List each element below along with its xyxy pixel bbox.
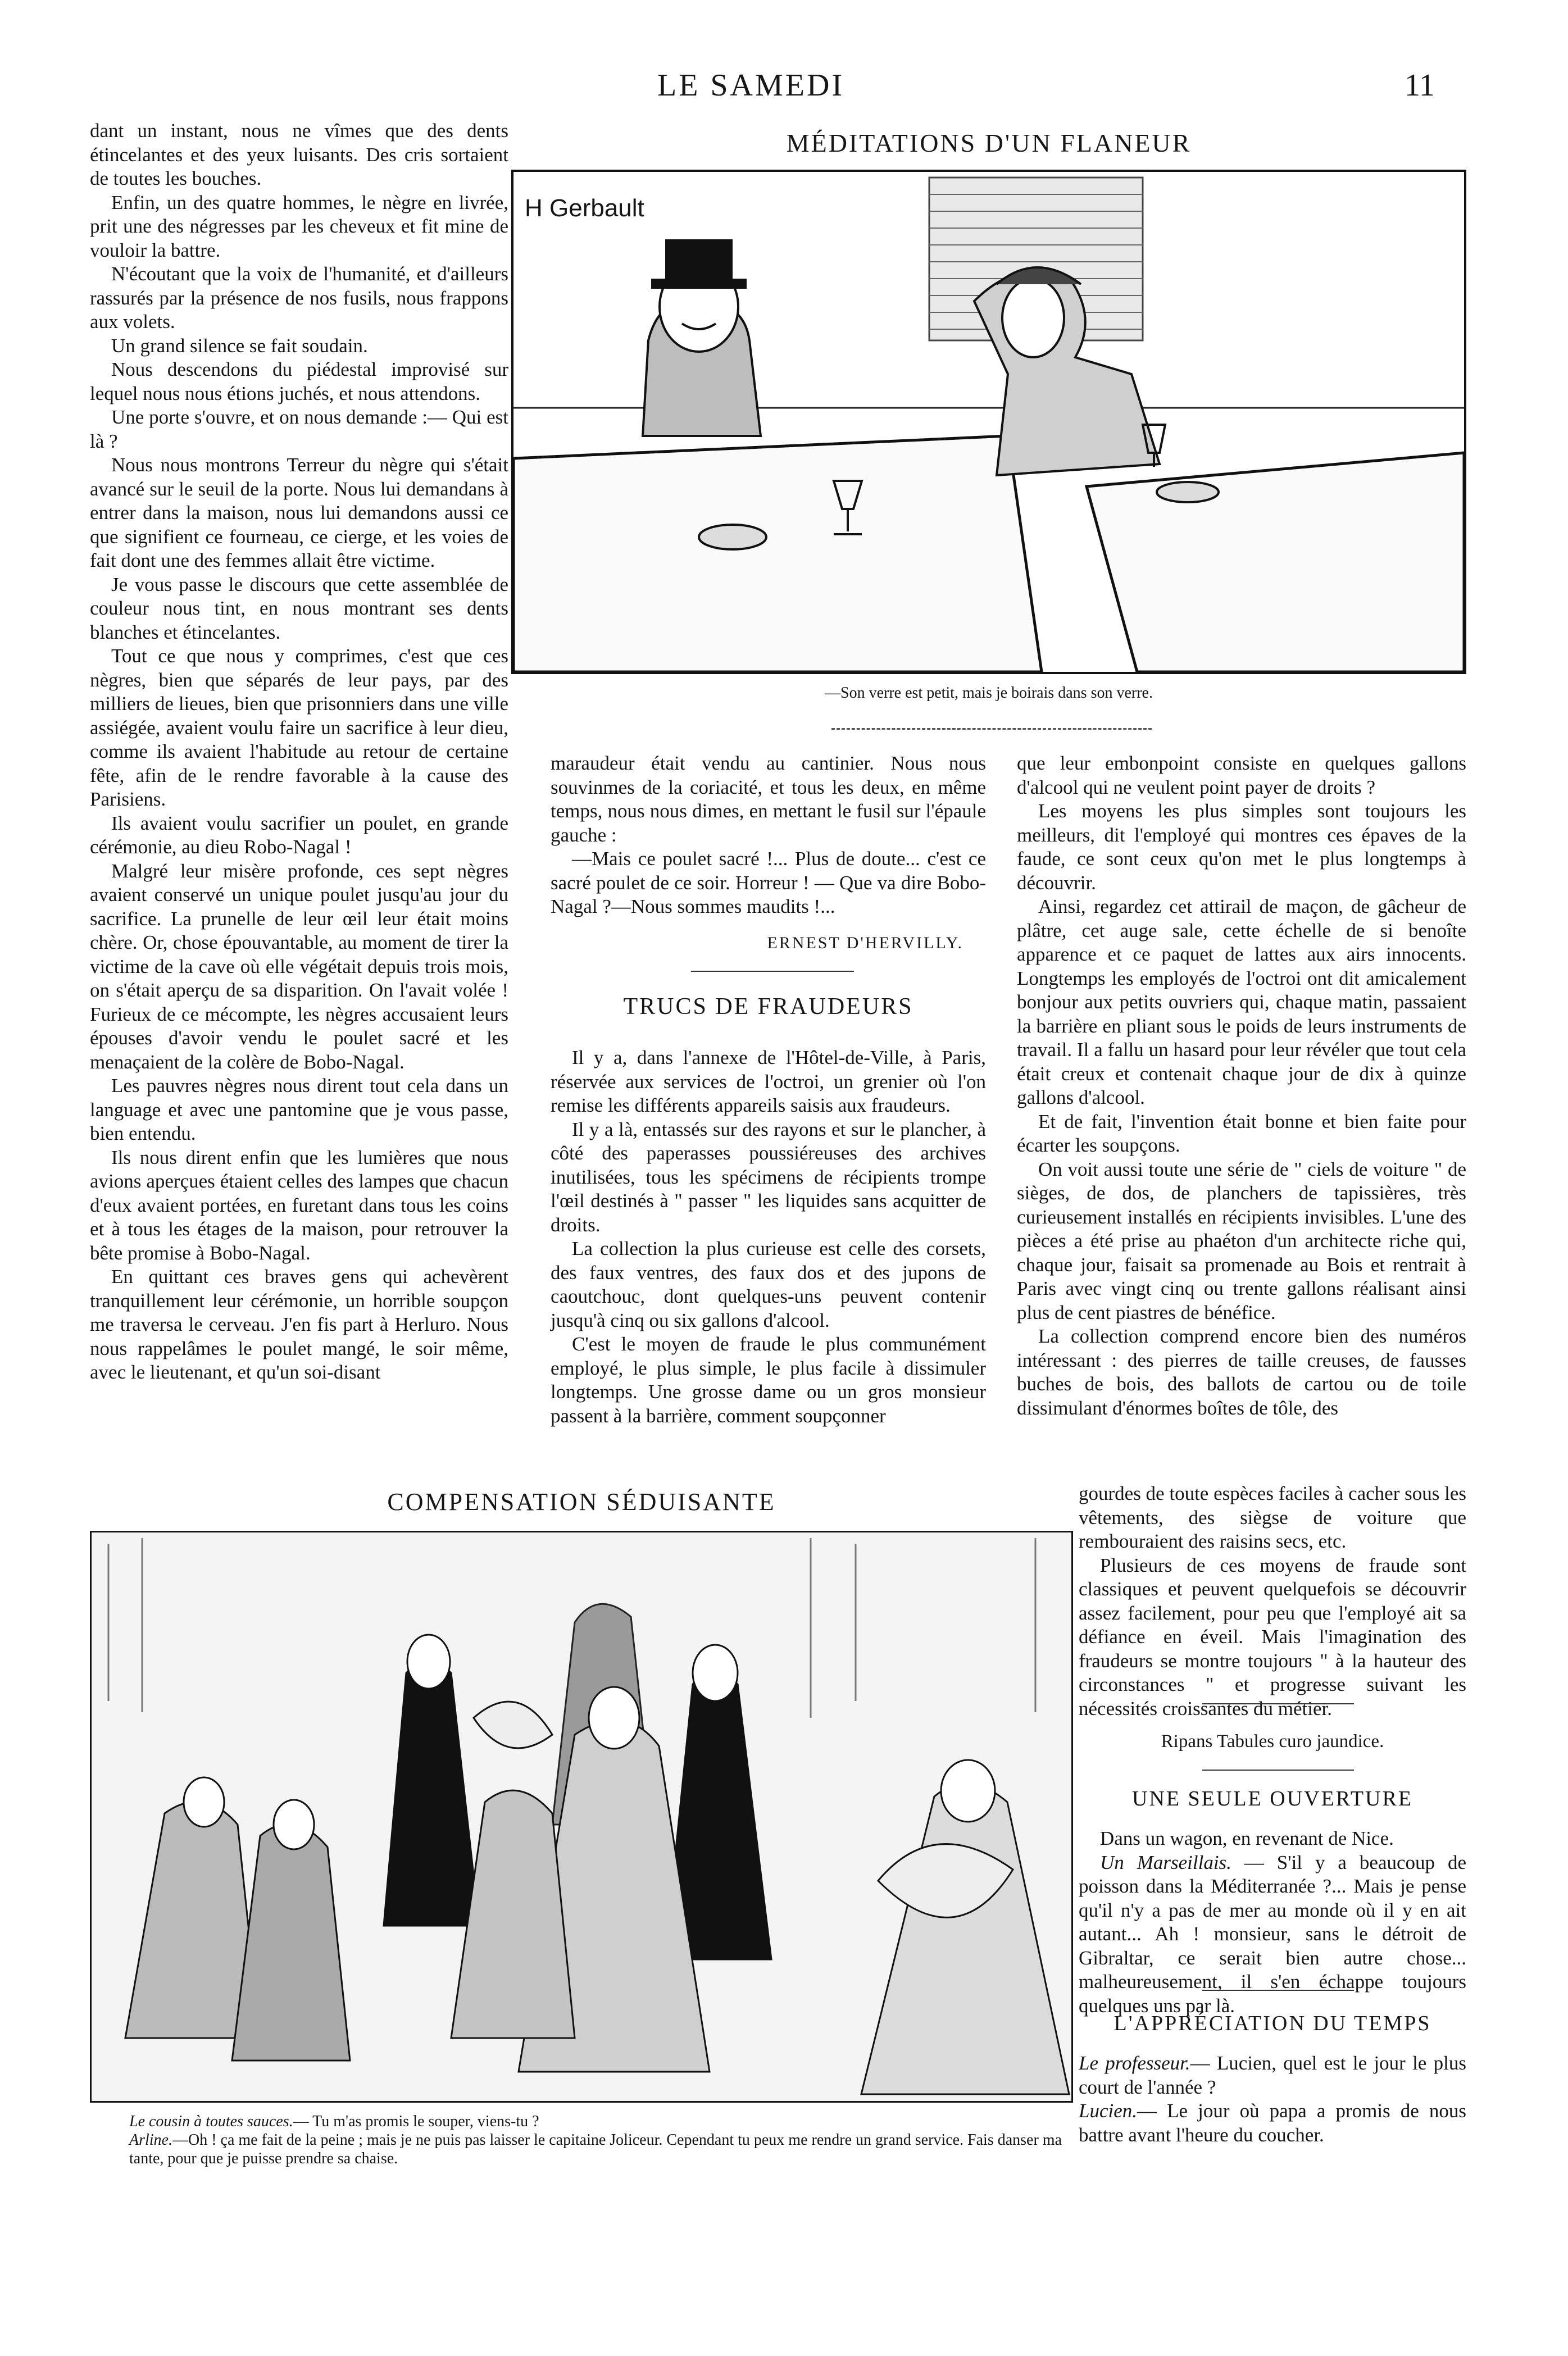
paragraph: que leur embonpoint consiste en quelques gallons d'alcool qui ne veulent point payer de droits ?	[1017, 752, 1466, 798]
paragraph	[1079, 2099, 1466, 2147]
paragraph: Dans un wagon, en revenant de Nice.	[1100, 1827, 1394, 1849]
paragraph	[1079, 1851, 1466, 2018]
column-2-trucs-text	[551, 1046, 986, 1428]
paragraph: C'est le moyen de fraude le plus communément employé, le plus simple, le plus facile à dissimuler longtemps. Une grosse dame ou un gros monsieur passent à la barrière, comment soupçonner	[551, 1333, 986, 1427]
bottom-cartoon-title: COMPENSATION SÉDUISANTE	[387, 1488, 776, 1516]
paragraph: Malgré leur misère profonde, ces sept nègres avaient conservé un unique poulet jusqu'au jour du sacrifice. La prunelle de leur œil leur était moins chère. Or, chose épouvantable, au moment de tirer la victime de la cave où elle végétait depuis trois mois, on s'était aperçu de sa disparition. On l'avait volée ! Furieux de ce mécompte, les nègres accusaient leurs épouses d'avoir vendu le poulet sacré et les menaçaient de la colère de Bobo-Nagal.	[90, 859, 508, 1073]
section-title-trucs: TRUCS DE FRAUDEURS	[623, 994, 913, 1020]
divider	[691, 971, 854, 972]
paragraph: —Mais ce poulet sacré !... Plus de doute... c'est ce sacré poulet de ce soir. Horreur ! — Que va dire Bobo-Nagal ?—Nous sommes maudits !...	[551, 848, 986, 917]
divider	[1202, 1990, 1354, 1991]
paragraph: Ils nous dirent enfin que les lumières que nous avions aperçues étaient celles des lampes que chacun d'eux avaient portées, en furetant dans tous les coins et à tous les étages de la maison, pour retrouver la bête promise à Bobo-Nagal.	[90, 1146, 508, 1264]
page-number: 11	[1405, 68, 1435, 103]
paragraph: Il y a là, entassés sur des rayons et sur le plancher, à côté des paperasses poussiéreuses des archives inutilisées, tous les spécimens de récipients trompe l'œil destinés à " passer " les liquides sans acquitter de droits.	[551, 1118, 986, 1236]
paragraph: Tout ce que nous y comprimes, c'est que ces nègres, bien que séparés de leur pays, par des milliers de lieues, bien que prisonniers dans une ville assiégée, avaient voulu faire un sacrifice à leur dieu, comme ils avaient l'habitude au retour de certaine fête, afin de le rendre favorable à la cause des Parisiens.	[90, 645, 508, 810]
caption-text: —Oh ! ça me fait de la peine ; mais je ne puis pas laisser le capitaine Joliceur. Cependant tu peux me rendre un grand service. Fais danser ma tante, pour que je puisse prendre sa chaise.	[129, 2131, 1062, 2167]
caption-line	[129, 2112, 1073, 2131]
speaker-name: Le professeur.	[1079, 2052, 1190, 2074]
paragraph: Nous descendons du piédestal improvisé sur lequel nous nous étions juchés, et nous attendons.	[90, 358, 508, 404]
paragraph: dant un instant, nous ne vîmes que des dents étincelantes et des yeux luisants. Des cris sortaient de toutes les bouches.	[90, 120, 508, 189]
bottom-cartoon-caption	[129, 2112, 1073, 2168]
paragraph: Plusieurs de ces moyens de fraude sont classiques et peuvent quelquefois se découvrir assez facilement, pour peu que l'employé ait sa défiance en éveil. Mais l'imagination des fraudeurs se montre toujours " à la hauteur des circonstances " et progresse suivant les nécessités croissantes du métier.	[1079, 1554, 1466, 1720]
paragraph: Les pauvres nègres nous dirent tout cela dans un language et avec une pantomine que je vous passe, bien entendu.	[90, 1075, 508, 1144]
speaker-name: Le cousin à toutes sauces.	[129, 2113, 293, 2130]
caption-line	[129, 2131, 1073, 2168]
column-3-narrow-text	[1079, 1482, 1466, 1721]
paragraph: Enfin, un des quatre hommes, le nègre en livrée, prit une des négresses par les cheveux et fit mine de vouloir la battre.	[90, 191, 508, 261]
dialogue-text: — Le jour où papa a promis de nous battre avant l'heure du coucher.	[1079, 2100, 1466, 2146]
paragraph	[1079, 2052, 1466, 2099]
divider	[1202, 1770, 1354, 1771]
advertisement-line: Ripans Tabules curo jaundice.	[1161, 1731, 1384, 1752]
section-title-ouverture: UNE SEULE OUVERTURE	[1131, 1787, 1414, 1811]
ouverture-text	[1079, 1827, 1466, 2018]
temps-text	[1079, 2052, 1466, 2147]
caption-text: — Tu m'as promis le souper, viens-tu ?	[293, 2113, 539, 2130]
running-header-title: LE SAMEDI	[657, 68, 845, 103]
speaker-name: Lucien.	[1079, 2100, 1138, 2122]
speaker-name: Un Marseillais.	[1100, 1851, 1231, 1873]
dialogue-text: — Lucien, quel est le jour le plus court de l'année ?	[1079, 2052, 1466, 2098]
artist-signature: H Gerbault	[525, 194, 644, 222]
paragraph: La collection la plus curieuse est celle des corsets, des faux ventres, des faux dos et des jupons de caoutchouc, dont quelques-uns peuvent contenir jusqu'à cinq ou six gallons d'alcool.	[551, 1238, 986, 1331]
divider	[831, 728, 1152, 730]
paragraph: La collection comprend encore bien des numéros intéressant : des pierres de taille creuses, de fausses buches de bois, des ballots de cartou ou de toile dissimulant d'énormes boîtes de tôle, des	[1017, 1325, 1466, 1419]
top-cartoon-illustration	[511, 170, 1466, 674]
paragraph: N'écoutant que la voix de l'humanité, et d'ailleurs rassurés par la présence de nos fusils, nous frappons aux volets.	[90, 263, 508, 333]
bottom-cartoon-illustration	[90, 1531, 1073, 2103]
ballroom-scene-drawing	[92, 1532, 1071, 2101]
paragraph: gourdes de toute espèces faciles à cacher sous les vêtements, des siègse de voiture que rembouraient des raisins secs, etc.	[1079, 1482, 1466, 1552]
column-3-text	[1017, 752, 1466, 1420]
paragraph: maraudeur était vendu au cantinier. Nous nous souvinmes de la coriacité, et tous les deux, en même temps, nous nous dimes, en mettant le fusil sur l'épaule gauche :	[551, 752, 986, 846]
paragraph: Ils avaient voulu sacrifier un poulet, en grande cérémonie, au dieu Robo-Nagal !	[90, 812, 508, 858]
top-cartoon-title: MÉDITATIONS D'UN FLANEUR	[786, 129, 1192, 157]
paragraph: Je vous passe le discours que cette assemblée de couleur nous tint, en nous montrant ses dents blanches et étincelantes.	[90, 573, 508, 643]
paragraph: Les moyens les plus simples sont toujours les meilleurs, dit l'employé qui montres ces épaves de la faude, ce sont ceux qu'on met le plus longtemps à découvrir.	[1017, 800, 1466, 894]
column-2-text	[551, 752, 986, 919]
top-cartoon-caption: —Son verre est petit, mais je boirais dans son verre.	[825, 684, 1153, 702]
column-1-text	[90, 119, 508, 1385]
cafe-scene-drawing	[513, 172, 1464, 672]
paragraph: En quittant ces braves gens qui achevèrent tranquillement leur cérémonie, un horrible soupçon me traversa le cerveau. J'en fis part à Herluro. Nous nous rappelâmes le poulet mangé, le soir même, avec le lieutenant, et qu'un soi-disant	[90, 1266, 508, 1383]
speaker-name: Arline.	[129, 2131, 172, 2149]
paragraph: Nous nous montrons Terreur du nègre qui s'était avancé sur le seuil de la porte. Nous lui demandans à entrer dans la maison, nous lui demandons aussi ce que signifient ce fourneau, ce cierge, et les voies de fait dont une des femmes allait être victime.	[90, 454, 508, 571]
paragraph: Un grand silence se fait soudain.	[111, 334, 368, 357]
section-title-temps: L'APPRÉCIATION DU TEMPS	[1113, 2012, 1431, 2035]
paragraph: Il y a, dans l'annexe de l'Hôtel-de-Ville, à Paris, réservée aux services de l'octroi, un grenier où l'on remise les différents appareils saisis aux fraudeurs.	[551, 1047, 986, 1116]
paragraph: Ainsi, regardez cet attirail de maçon, de gâcheur de plâtre, cet auge sale, cette échelle de si benoîte apparence et ce paquet de lattes aux airs innocents. Longtemps les employés de l'octroi ont dit amicalement bonjour aux petits ouvriers qui, chaque matin, passaient la barrière en pliant sous le poids de leurs instruments de travail. Il a fallu un hasard pour leur révéler que tout cela était creux et contenait chaque jour de dix à quinze gallons d'alcool.	[1017, 895, 1466, 1108]
divider	[1202, 1703, 1354, 1704]
paragraph: Et de fait, l'invention était bonne et bien faite pour écarter les soupçons.	[1017, 1110, 1466, 1156]
dialogue-text: — S'il y a beaucoup de poisson dans la Méditerranée ?... Mais je pense qu'il n'y a pas de mer au monde où il y en ait autant... Ah ! monsieur, sans le détroit de Gibraltar, ce serait bien autre chose... malheureusement, il s'en échappe toujours quelques uns par là.	[1079, 1851, 1466, 2017]
paragraph: Une porte s'ouvre, et on nous demande :— Qui est là ?	[90, 406, 508, 452]
paragraph: On voit aussi toute une série de " ciels de voiture " de sièges, de dos, de planchers de tapissières, très curieusement installés en récipients invisibles. L'une des pièces a été prise au phaéton d'un architecte riche qui, chaque jour, faisait sa promenade au Bois et rentrait à Paris avec vingt cinq ou trente gallons réalisant ainsi plus de cent piastres de bénéfice.	[1017, 1158, 1466, 1323]
author-signature: ERNEST D'HERVILLY.	[767, 934, 963, 952]
